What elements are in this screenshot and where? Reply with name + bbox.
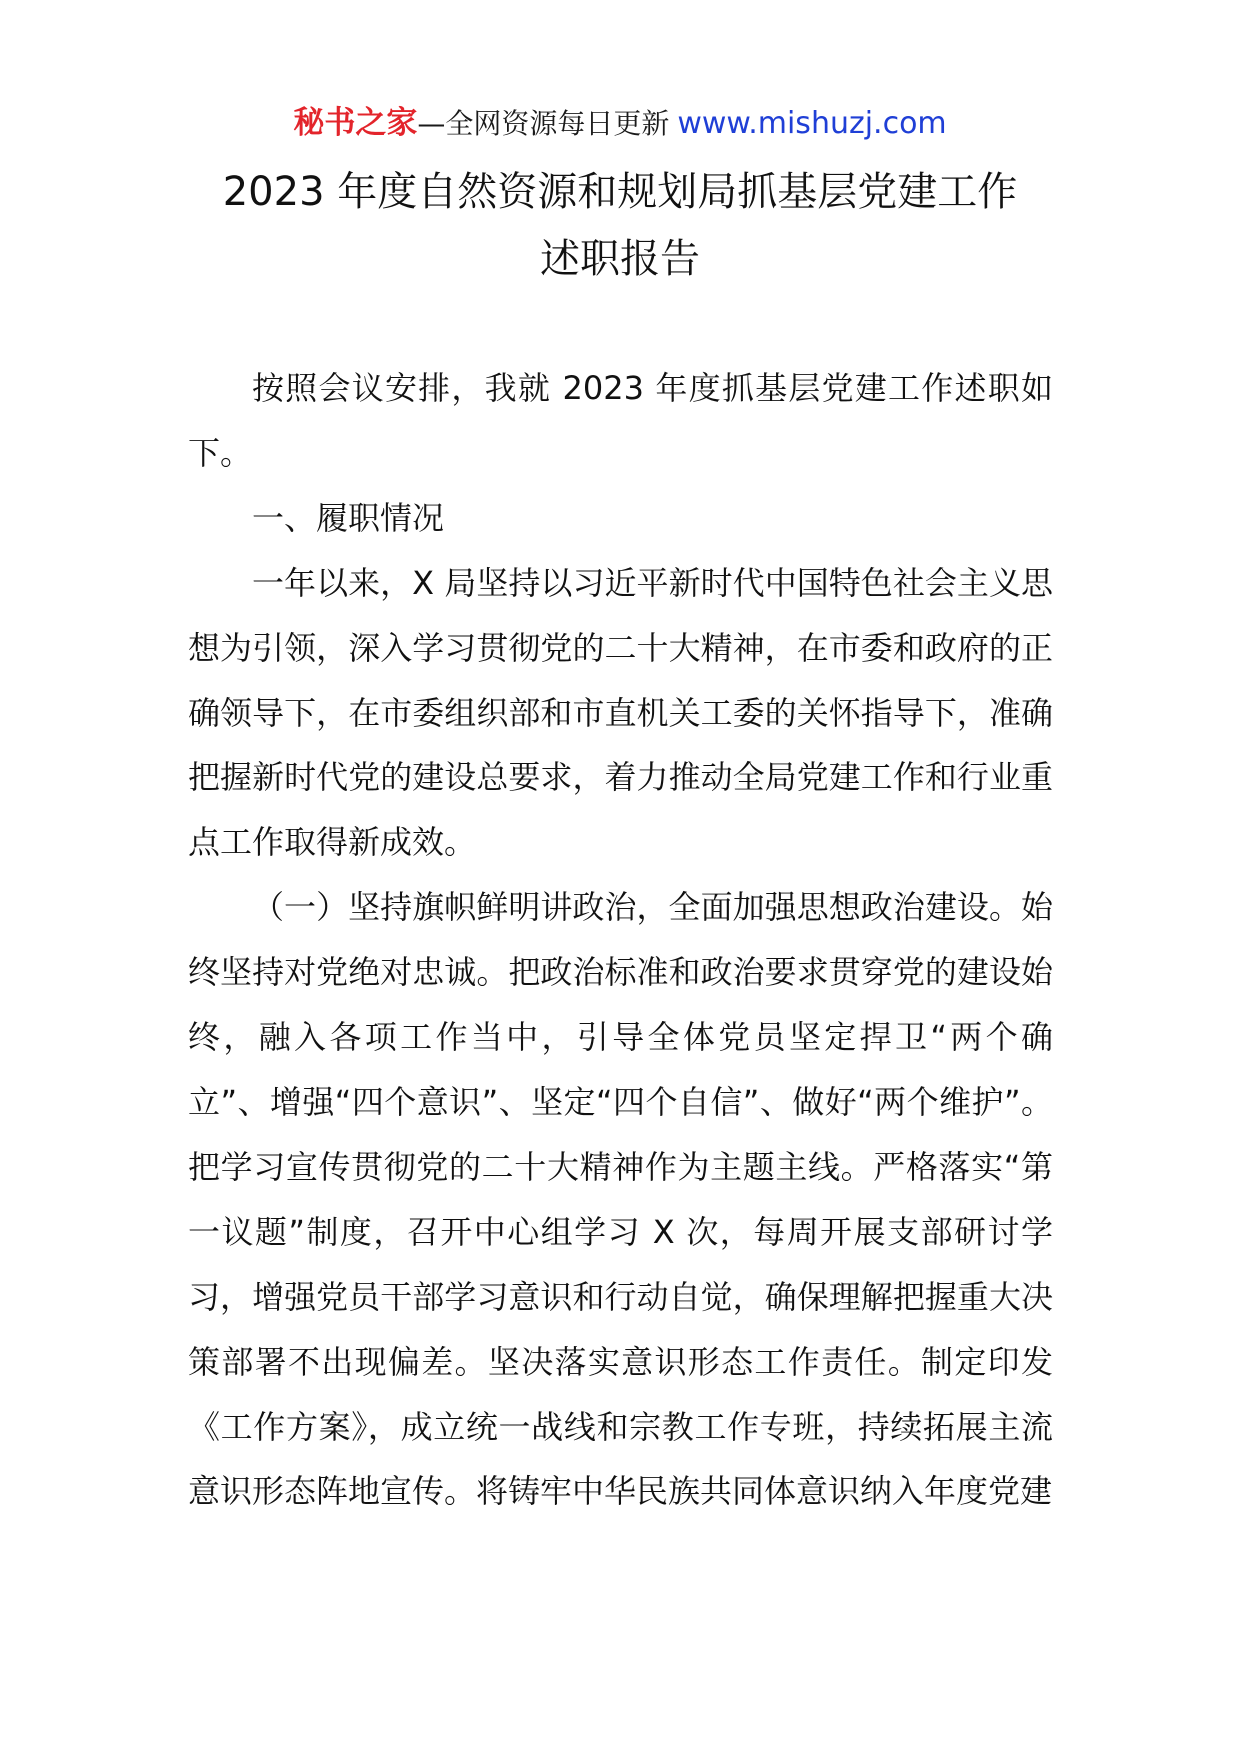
site-header: [0, 103, 1240, 144]
brand-name: 秘书之家: [293, 105, 418, 141]
section-heading: 一、履职情况: [252, 498, 445, 537]
intro-paragraph: 按照会议安排，我就 2023 年度抓基层党建工作述职如下。: [188, 369, 1053, 472]
document-title-line-1: 2023 年度自然资源和规划局抓基层党建工作: [222, 169, 1018, 215]
body-paragraph: （一）坚持旗帜鲜明讲政治，全面加强思想政治建设。始终坚持对党绝对忠诚。把政治标准和政治要求贯穿党的建设始终，融入各项工作当中，引导全体党员坚定捍卫“两个确立”、增强“四个意识”、坚定“四个自信”、做好“两个维护”。把学习宣传贯彻党的二十大精神作为主题主线。严格落实“第一议题”制度，召开中心组学习 X 次，每周开展支部研讨学习，增强党员干部学习意识和行动自觉，确保理解把握重大决策部署不出现偏差。坚决落实意识形态工作责任。制定印发《工作方案》，成立统一战线和宗教工作专班，持续拓展主流意识形态阵地宣传。将铸牢中华民族共同体意识纳入年度党建: [188, 888, 1053, 1511]
document-body: [188, 356, 1053, 1524]
body-paragraph: 一年以来，X 局坚持以习近平新时代中国特色社会主义思想为引领，深入学习贯彻党的二十大精神，在市委和政府的正确领导下，在市委组织部和市直机关工委的关怀指导下，准确把握新时代党的建设总要求，着力推动全局党建工作和行业重点工作取得新成效。: [188, 563, 1053, 862]
header-tagline: —全网资源每日更新: [417, 107, 670, 140]
document-title-line-2: 述职报告: [540, 236, 700, 282]
site-url-link[interactable]: www.mishuzj.com: [677, 106, 947, 141]
